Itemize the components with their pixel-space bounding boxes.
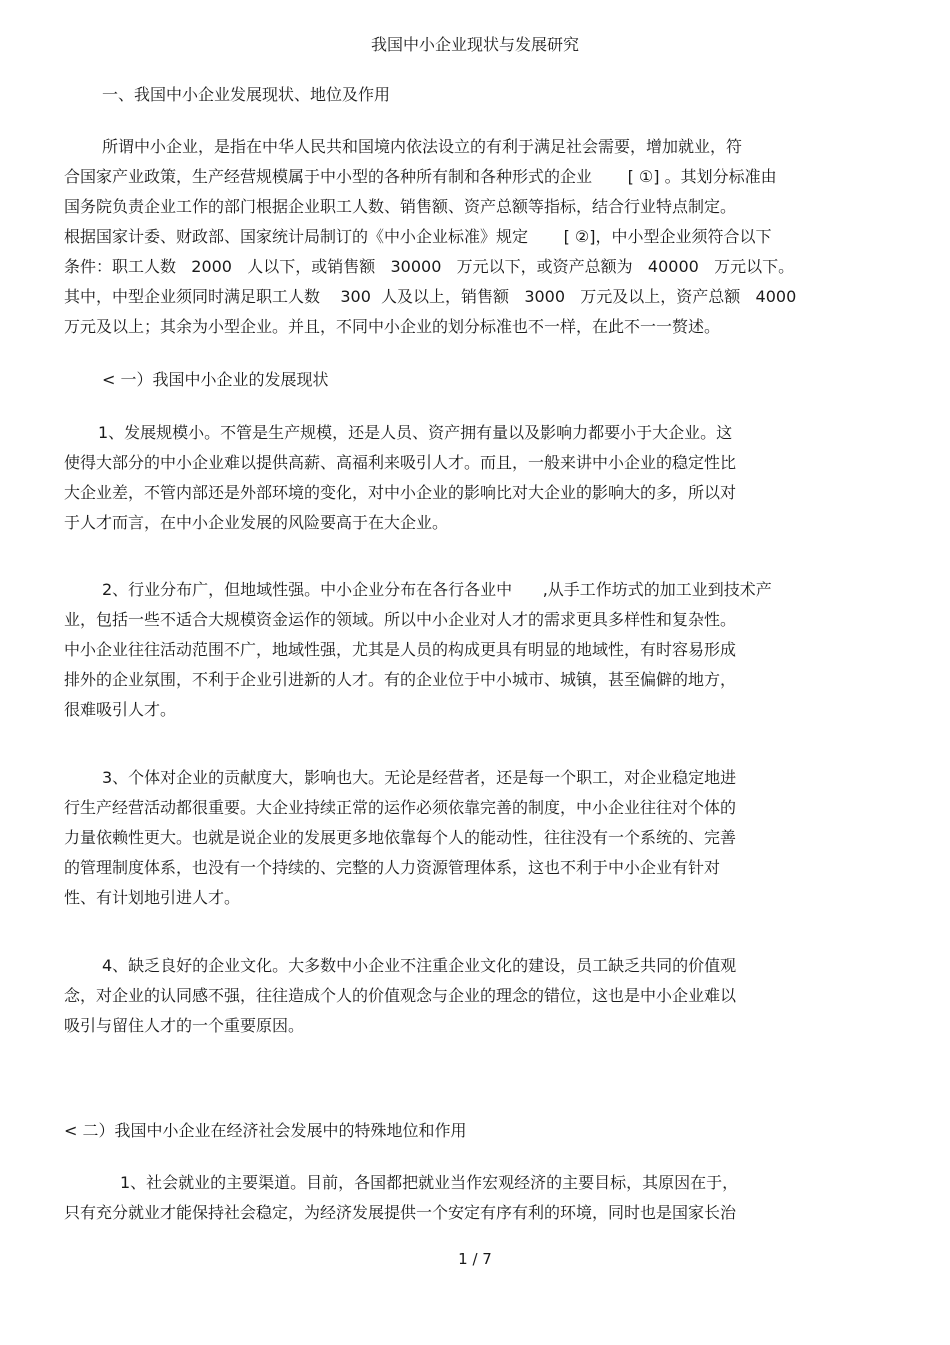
text-line: 所谓中小企业，是指在中华人民共和国境内依法设立的有利于满足社会需要，增加就业，符 bbox=[102, 137, 743, 156]
text-line: 很难吸引人才。 bbox=[64, 700, 177, 719]
text-line: 吸引与留住人才的一个重要原因。 bbox=[64, 1016, 305, 1035]
text-line: 大企业差，不管内部还是外部环境的变化，对中小企业的影响比对大企业的影响大的多，所以对 bbox=[64, 483, 737, 502]
page-number: 1 / 7 bbox=[458, 1250, 492, 1268]
text-line: 行生产经营活动都很重要。大企业持续正常的运作必须依靠完善的制度，中小企业往往对个体的 bbox=[64, 798, 737, 817]
document-title: 我国中小企业现状与发展研究 bbox=[370, 35, 579, 54]
text-line: 使得大部分的中小企业难以提供高薪、高福利来吸引人才。而且，一般来讲中小企业的稳定性比 bbox=[64, 453, 737, 472]
text-line: 根据国家计委、财政部、国家统计局制订的《中小企业标准》规定 [ ②]，中小型企业须符合以下 bbox=[64, 227, 772, 246]
text-line: 性、有计划地引进人才。 bbox=[64, 888, 241, 907]
text-line: 只有充分就业才能保持社会稳定，为经济发展提供一个安定有序有利的环境，同时也是国家长治 bbox=[64, 1203, 737, 1222]
subsection-heading: < 二）我国中小企业在经济社会发展中的特殊地位和作用 bbox=[64, 1121, 467, 1140]
text-line: 4、缺乏良好的企业文化。大多数中小企业不注重企业文化的建设，员工缺乏共同的价值观 bbox=[102, 956, 737, 975]
text-line: 条件：职工人数 2000 人以下，或销售额 30000 万元以下，或资产总额为 40000 万元以下。 bbox=[64, 257, 795, 276]
text-line: 国务院负责企业工作的部门根据企业职工人数、销售额、资产总额等指标，结合行业特点制定。 bbox=[64, 197, 737, 216]
text-line: 3、个体对企业的贡献度大，影响也大。无论是经营者，还是每一个职工，对企业稳定地进 bbox=[102, 768, 737, 787]
text-line: 2、行业分布广，但地域性强。中小企业分布在各行各业中 ,从手工作坊式的加工业到技术产 bbox=[102, 580, 772, 599]
text-line: 业，包括一些不适合大规模资金运作的领域。所以中小企业对人才的需求更具多样性和复杂性。 bbox=[64, 610, 737, 629]
subsection-heading: < 一）我国中小企业的发展现状 bbox=[102, 370, 329, 389]
text-line: 合国家产业政策，生产经营规模属于中小型的各种所有制和各种形式的企业 [ ①] 。其划分标准由 bbox=[64, 167, 777, 186]
text-line: 1、发展规模小。不管是生产规模，还是人员、资产拥有量以及影响力都要小于大企业。这 bbox=[98, 423, 733, 442]
text-line: 万元及以上；其余为小型企业。并且，不同中小企业的划分标准也不一样，在此不一一赘述。 bbox=[64, 317, 721, 336]
section-heading: 一、我国中小企业发展现状、地位及作用 bbox=[102, 85, 391, 104]
text-line: 中小企业往往活动范围不广，地域性强，尤其是人员的构成更具有明显的地域性，有时容易形成 bbox=[64, 640, 737, 659]
text-line: 的管理制度体系，也没有一个持续的、完整的人力资源管理体系，这也不利于中小企业有针对 bbox=[64, 858, 721, 877]
text-line: 1、社会就业的主要渠道。目前，各国都把就业当作宏观经济的主要目标，其原因在于， bbox=[120, 1173, 739, 1192]
text-line: 其中，中型企业须同时满足职工人数 300 人及以上，销售额 3000 万元及以上，资产总额 4000 bbox=[64, 287, 797, 306]
text-line: 力量依赖性更大。也就是说企业的发展更多地依靠每个人的能动性，往往没有一个系统的、完善 bbox=[64, 828, 737, 847]
text-line: 念，对企业的认同感不强，往往造成个人的价值观念与企业的理念的错位，这也是中小企业难以 bbox=[64, 986, 737, 1005]
text-line: 于人才而言，在中小企业发展的风险要高于在大企业。 bbox=[64, 513, 449, 532]
text-line: 排外的企业氛围，不利于企业引进新的人才。有的企业位于中小城市、城镇，甚至偏僻的地方， bbox=[64, 670, 737, 689]
